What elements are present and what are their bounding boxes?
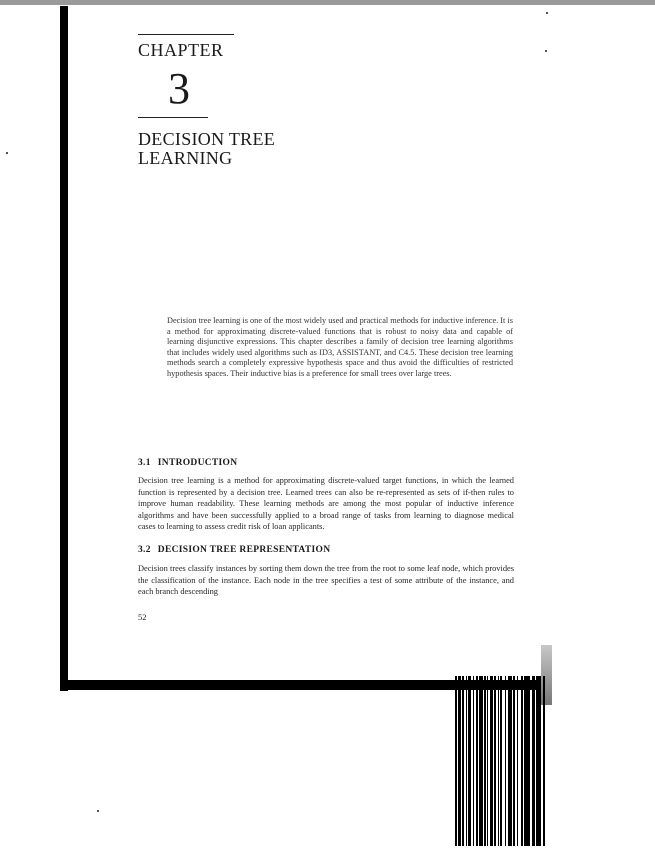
scan-speck — [545, 50, 547, 52]
scan-speck — [97, 810, 99, 812]
section-heading-representation — [138, 545, 330, 555]
book-spine-shadow — [60, 6, 68, 691]
section-title: DECISION TREE REPRESENTATION — [157, 545, 331, 555]
chapter-title-line-1: DECISION TREE — [138, 129, 276, 149]
section-heading-introduction — [138, 458, 237, 468]
barcode-stripe — [545, 676, 546, 846]
barcode-graphic — [455, 676, 580, 846]
chapter-label: CHAPTER — [138, 40, 224, 60]
section-text-introduction: Decision tree learning is a method for approximating discrete-valued target functions, in which the learned function is represented by a decision tree. Learned trees can also be re-represented as sets of if-then rules to improve human readability. These learning methods are among the most popular of inductive inference algorithms and have been successfully applied to a broad range of tasks from learning to diagnose medical cases to learning to assess credit risk of loan applicants. — [138, 476, 514, 532]
section-text-representation: Decision trees classify instances by sorting them down the tree from the root to some leaf node, which provides the classification of the instance. Each node in the tree specifies a test of some attribute of the instance, and each branch descending — [138, 564, 514, 597]
chapter-title — [138, 130, 358, 168]
chapter-abstract: Decision tree learning is one of the most widely used and practical methods for inductive inference. It is a method for approximating discrete-valued functions that is robust to noisy data and capable of learning disjunctive expressions. This chapter describes a family of decision tree learning algorithms that includes widely used algorithms such as ID3, ASSISTANT, and C4.5. These decision tree learning methods search a completely expressive hypothesis space and thus avoid the difficulties of restricted hypothesis spaces. Their inductive bias is a preference for small trees over large trees. — [167, 316, 513, 378]
chapter-rule-top — [138, 34, 234, 35]
chapter-number: 3 — [168, 64, 190, 113]
chapter-rule-bottom — [138, 117, 208, 118]
scan-speck — [6, 152, 8, 154]
chapter-title-line-2: LEARNING — [138, 148, 233, 168]
top-scan-edge — [0, 0, 655, 5]
section-number: 3.2 — [138, 545, 151, 555]
scan-speck — [546, 12, 548, 14]
page-number: 52 — [138, 612, 147, 622]
section-title: INTRODUCTION — [157, 458, 238, 468]
section-number: 3.1 — [138, 458, 151, 468]
